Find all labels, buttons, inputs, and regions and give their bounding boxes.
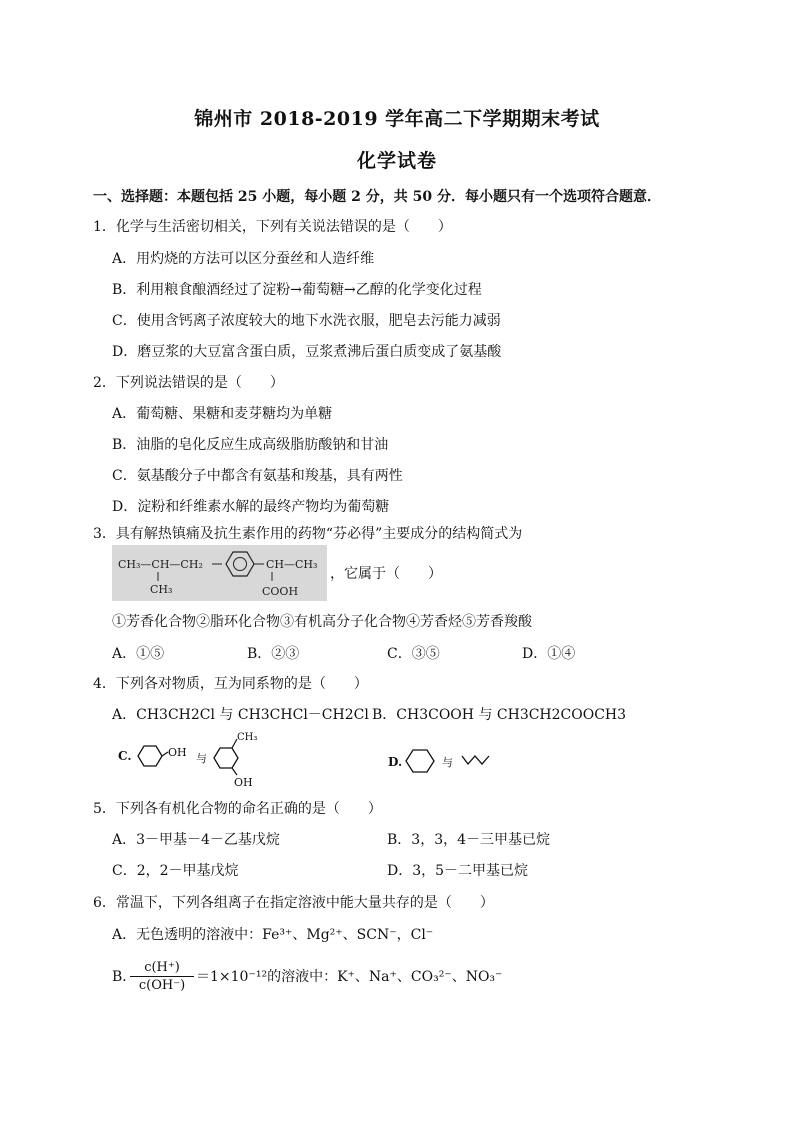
question-3-option-b: B．②③ <box>247 646 300 662</box>
question-4-option-c-oh1: OH <box>168 746 187 759</box>
question-4-option-c-with: 与 <box>196 752 207 765</box>
question-1-option-b: B．利用粮食酿酒经过了淀粉→葡萄糖→乙醇的化学变化过程 <box>112 282 482 298</box>
question-4-option-d-with: 与 <box>442 756 453 769</box>
question-4-option-c-structures <box>110 728 270 788</box>
question-2-stem: 2．下列说法错误的是（ ） <box>93 375 284 391</box>
struct-right-top: CH—CH₃ <box>266 558 318 571</box>
question-3-option-a: A．①⑤ <box>112 646 165 662</box>
ibuprofen-structure-image <box>112 545 327 601</box>
struct-right-bottom: COOH <box>262 585 299 598</box>
question-1-stem: 1．化学与生活密切相关，下列有关说法错误的是（ ） <box>93 219 452 235</box>
question-6-option-b-rest: ＝1×10⁻¹²的溶液中：K⁺、Na⁺、CO₃²⁻、NO₃⁻ <box>196 969 503 985</box>
fraction-denominator: c(OH⁻) <box>138 978 186 993</box>
question-1-option-d: D．磨豆浆的大豆富含蛋白质，豆浆煮沸后蛋白质变成了氨基酸 <box>112 344 502 360</box>
question-2-option-c: C．氨基酸分子中都含有氨基和羧基，具有两性 <box>112 468 403 484</box>
question-3-tail: ，它属于（ ） <box>330 566 442 582</box>
fraction-numerator: c(H⁺) <box>130 960 194 977</box>
question-5-option-d: D．3，5－二甲基已烷 <box>387 863 529 879</box>
section-heading: 一、选择题：本题包括 25 小题，每小题 2 分，共 50 分．每小题只有一个选项符合题意． <box>93 189 661 205</box>
question-4-option-c-label: C. <box>118 749 132 763</box>
question-3-option-d: D．①④ <box>522 646 576 662</box>
struct-left-bottom: CH₃ <box>150 583 173 596</box>
question-6-option-b-fraction <box>130 960 194 993</box>
question-6-option-a-ions: Fe³⁺、Mg²⁺、SCN⁻，Cl⁻ <box>262 927 434 943</box>
question-5-option-b: B．3，3，4－三甲基已烷 <box>387 832 551 848</box>
question-2-option-b: B．油脂的皂化反应生成高级脂肪酸钠和甘油 <box>112 437 389 453</box>
question-4-option-d-label: D. <box>388 755 403 769</box>
question-2-option-a: A．葡萄糖、果糖和麦芽糖均为单糖 <box>112 406 333 422</box>
question-5-stem: 5．下列各有机化合物的命名正确的是（ ） <box>93 801 382 817</box>
question-4-option-d-structures <box>382 740 512 780</box>
question-4-option-b: B．CH3COOH 与 CH3CH2COOCH3 <box>372 707 627 723</box>
question-6-option-b-label: B． <box>112 969 137 985</box>
question-3-choices: ①芳香化合物②脂环化合物③有机高分子化合物④芳香烃⑤芳香羧酸 <box>112 614 532 630</box>
question-1-option-c: C．使用含钙离子浓度较大的地下水洗衣服，肥皂去污能力减弱 <box>112 313 501 329</box>
struct-left-top: CH₃—CH—CH₂ <box>118 558 203 571</box>
question-4-option-a: A．CH3CH2Cl 与 CH3CHCl－CH2Cl <box>112 707 369 723</box>
question-1-option-a: A．用灼烧的方法可以区分蚕丝和人造纤维 <box>112 251 375 267</box>
question-5-option-a: A．3－甲基－4－乙基戊烷 <box>112 832 280 848</box>
question-6-stem: 6．常温下，下列各组离子在指定溶液中能大量共存的是（ ） <box>93 895 494 911</box>
question-4-option-c-oh2: OH <box>234 776 253 788</box>
question-3-stem: 3．具有解热镇痛及抗生素作用的药物“芬必得”主要成分的结构简式为 <box>93 526 523 542</box>
question-5-option-c: C．2，2－甲基戊烷 <box>112 863 239 879</box>
question-6-option-a <box>112 926 433 944</box>
question-3-option-c: C．③⑤ <box>387 646 440 662</box>
question-4-stem: 4．下列各对物质，互为同系物的是（ ） <box>93 676 368 692</box>
page-subtitle: 化学试卷 <box>356 150 437 172</box>
page-title: 锦州市 2018-2019 学年高二下学期期末考试 <box>194 108 600 130</box>
question-4-option-c-ch3: CH₃ <box>237 732 258 743</box>
question-6-option-a-prefix: A．无色透明的溶液中： <box>112 927 263 943</box>
question-2-option-d: D．淀粉和纤维素水解的最终产物均为葡萄糖 <box>112 499 390 515</box>
